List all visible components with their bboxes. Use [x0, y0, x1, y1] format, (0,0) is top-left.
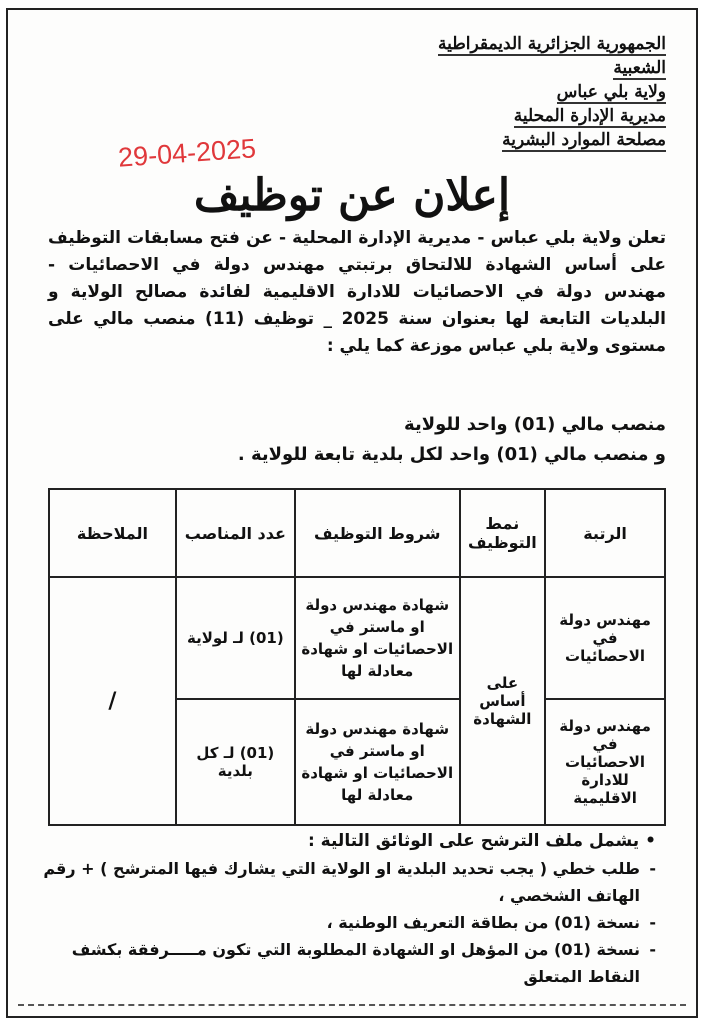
dash-marker: - — [649, 859, 656, 878]
row1-grade: مهندس دولة في الاحصائيات — [545, 577, 665, 699]
list-item — [38, 936, 656, 990]
row2-count: (01) لـ كل بلدية — [176, 699, 295, 825]
list-item — [38, 855, 656, 909]
date-stamp: 29-04-2025 — [117, 133, 257, 173]
list-item — [38, 909, 656, 936]
row2-conditions: شهادة مهندس دولة او ماستر في الاحصائيات او شهادة معادلة لها — [295, 699, 460, 825]
dash-marker: - — [649, 913, 656, 932]
mode-cell: على أساس الشهادة — [460, 577, 546, 825]
page-bottom-edge — [18, 1004, 686, 1016]
dash-marker: - — [649, 940, 656, 959]
note-cell: / — [49, 577, 176, 825]
row2-grade: مهندس دولة في الاحصائيات للادارة الاقليمية — [545, 699, 665, 825]
row1-count: (01) لـ لولاية — [176, 577, 295, 699]
document-page — [6, 8, 698, 1018]
documents-list — [38, 855, 656, 990]
documents-lead-text: يشمل ملف الترشح على الوثائق التالية : — [307, 831, 640, 851]
document-item-3: نسخة (01) من المؤهل او الشهادة المطلوبة التي تكون مـــــرفقة بكشف النقاط المتعلق — [71, 940, 640, 986]
posts-distribution — [38, 410, 666, 470]
announcement-paragraph: تعلن ولاية بلي عباس - مديرية الإدارة المحلية - عن فتح مسابقات التوظيف على أساس الشهادة للالتحاق برتبتي مهندس دولة في الاحصائيات - مهندس دولة في الاحصائيات للادارة الاقليمية لفائدة مصالح الولاية و البلديات التابعة لها بعنوان سنة 2025 _ توظيف (11) منصب مالي على مستوى ولاية بلي عباس موزعة كما يلي : — [48, 228, 666, 356]
header-line-republic-2: الشعبية — [613, 58, 666, 78]
table-row — [49, 577, 665, 699]
letterhead — [186, 34, 666, 154]
header-line-wilaya: ولاية بلي عباس — [556, 82, 666, 102]
posts-line-wilaya: منصب مالي (01) واحد للولاية — [404, 414, 666, 435]
header-grade: الرتبة — [545, 489, 665, 577]
header-mode: نمط التوظيف — [460, 489, 546, 577]
header-conditions: شروط التوظيف — [295, 489, 460, 577]
announcement-body — [48, 225, 666, 360]
table-header-row — [49, 489, 665, 577]
header-count: عدد المناصب — [176, 489, 295, 577]
header-note: الملاحظة — [49, 489, 176, 577]
documents-lead: • يشمل ملف الترشح على الوثائق التالية : — [307, 831, 656, 851]
header-line-republic: الجمهورية الجزائرية الديمقراطية — [437, 34, 666, 54]
row1-conditions: شهادة مهندس دولة او ماستر في الاحصائيات او شهادة معادلة لها — [295, 577, 460, 699]
header-line-directorate: مديرية الإدارة المحلية — [513, 106, 666, 126]
announcement-title: إعلان عن توظيف — [193, 170, 511, 221]
document-item-2: نسخة (01) من بطاقة التعريف الوطنية ، — [326, 913, 640, 932]
header-line-service: مصلحة الموارد البشرية — [502, 130, 666, 150]
recruitment-table — [48, 488, 666, 826]
required-documents — [38, 828, 656, 990]
posts-line-communes: و منصب مالي (01) واحد لكل بلدية تابعة للولاية . — [237, 444, 666, 465]
document-item-1: طلب خطي ( يجب تحديد البلدية او الولاية التي يشارك فيها المترشح ) + رقم الهاتف الشخصي ، — [43, 859, 640, 905]
